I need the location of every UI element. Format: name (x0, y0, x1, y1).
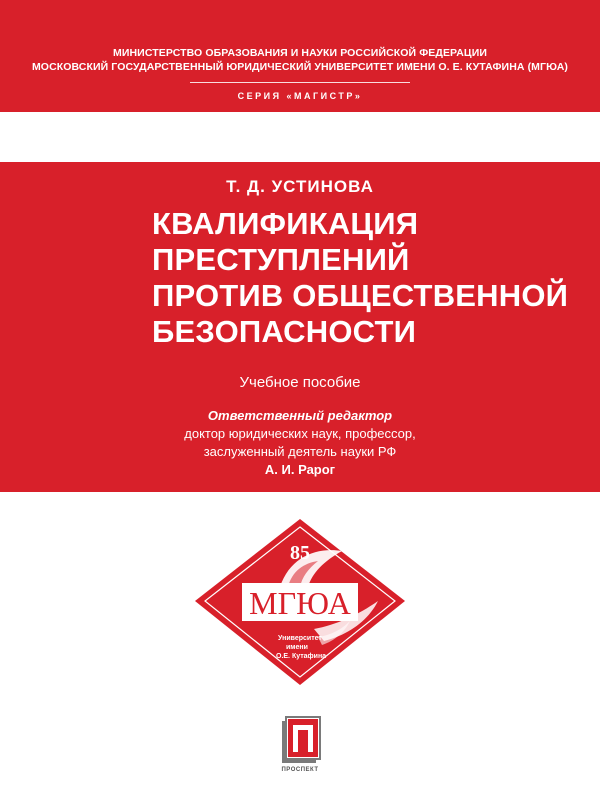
series-divider (190, 82, 410, 83)
series-label: СЕРИЯ «МАГИСТР» (237, 91, 363, 101)
ministry-header (0, 46, 600, 74)
editor-role: Ответственный редактор (207, 408, 393, 423)
title-line-3: ПРОТИВ ОБЩЕСТВЕННОЙ (152, 278, 569, 313)
editor-block (0, 407, 600, 479)
publisher-name: ПРОСПЕКТ (281, 767, 319, 773)
emblem-caption-2: имени (286, 644, 308, 651)
title-line-4: БЕЗОПАСНОСТИ (152, 314, 417, 349)
title-line-2: ПРЕСТУПЛЕНИЙ (152, 242, 410, 277)
prospekt-logo-icon (268, 715, 332, 767)
mgyua-emblem (192, 517, 408, 687)
editor-degree: доктор юридических наук, профессор, (184, 426, 416, 441)
ministry-line-2: МОСКОВСКИЙ ГОСУДАРСТВЕННЫЙ ЮРИДИЧЕСКИЙ УНИВЕРСИТЕТ ИМЕНИ О. Е. КУТАФИНА (МГЮА) (31, 61, 569, 73)
ministry-line-1: МИНИСТЕРСТВО ОБРАЗОВАНИЯ И НАУКИ РОССИЙСКОЙ ФЕДЕРАЦИИ (113, 47, 487, 59)
emblem-caption-1: Университет (278, 635, 322, 642)
emblem-abbr: МГЮА (249, 585, 351, 621)
author-name: Т. Д. УСТИНОВА (226, 177, 374, 196)
emblem-number: 85 (290, 542, 310, 564)
top-band (0, 0, 600, 112)
title-band (0, 162, 600, 492)
editor-title: заслуженный деятель науки РФ (203, 444, 397, 459)
editor-name: А. И. Рарог (264, 462, 336, 477)
book-subtitle: Учебное пособие (239, 374, 361, 391)
book-title (152, 206, 592, 350)
title-line-1: КВАЛИФИКАЦИЯ (152, 206, 419, 241)
publisher-logo (268, 715, 332, 781)
emblem-caption-3: О.Е. Кутафина (276, 653, 327, 660)
